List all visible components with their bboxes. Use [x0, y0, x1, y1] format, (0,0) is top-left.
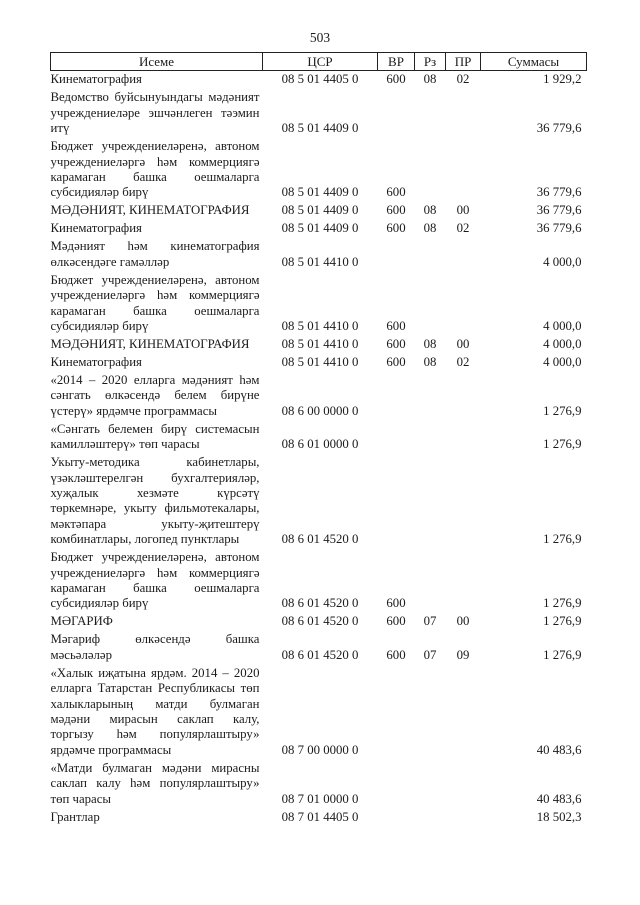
pr-code [446, 454, 481, 549]
rz-code [415, 238, 446, 271]
row-name-line: «Халык иҗатына ярдәм. 2014 – 2020 [50, 665, 260, 680]
row-name-line: Бюджет учреждениеләренә, автоном [50, 550, 260, 565]
csr-code: 08 7 01 0000 0 [281, 791, 359, 806]
row-name-line: Кинематография [50, 354, 142, 369]
row-sum: 4 000,0 [543, 336, 582, 351]
csr-code: 08 5 01 4405 0 [281, 72, 359, 87]
row-name-cell [51, 808, 263, 826]
row-name-line: Бюджет учреждениеләренә, автоном [50, 139, 260, 154]
vr-code [378, 372, 415, 421]
row-name-line: субсидияләр бирү [50, 596, 149, 611]
row-sum: 4 000,0 [543, 354, 582, 369]
table-row [51, 71, 587, 90]
pr-code: 00 [456, 336, 470, 351]
row-sum: 36 779,6 [536, 185, 582, 200]
row-name-line: Грантлар [50, 809, 100, 824]
csr-code: 08 5 01 4409 0 [281, 221, 359, 236]
row-name-line: ярдәмче программасы [50, 742, 172, 757]
row-name-cell [51, 202, 263, 220]
csr-code: 08 6 01 0000 0 [281, 437, 359, 452]
rz-code: 08 [423, 336, 437, 351]
rz-code [415, 808, 446, 826]
vr-code: 600 [386, 185, 406, 200]
table-row [51, 372, 587, 421]
csr-code: 08 5 01 4409 0 [281, 203, 359, 218]
row-sum: 40 483,6 [536, 742, 582, 757]
row-name-line: субсидияләр бирү [50, 185, 149, 200]
rz-code [415, 372, 446, 421]
row-name-cell [51, 89, 263, 138]
pr-code: 00 [456, 203, 470, 218]
row-name-line: үстерү» ярдәмче программасы [50, 403, 218, 418]
vr-code [378, 760, 415, 809]
row-name-cell [51, 665, 263, 760]
rz-code [415, 454, 446, 549]
rz-code [415, 138, 446, 202]
rz-code [415, 549, 446, 613]
vr-code [378, 454, 415, 549]
table-row [51, 808, 587, 826]
pr-code [446, 271, 481, 335]
vr-code: 600 [386, 221, 406, 236]
row-sum: 4 000,0 [543, 318, 582, 333]
vr-code: 600 [386, 614, 406, 629]
row-name-line: Мәгариф өлкәсендә башка [50, 632, 260, 647]
table-row [51, 202, 587, 220]
pr-code: 02 [456, 354, 470, 369]
row-name-line: карамаган башка оешмаларга [50, 581, 260, 596]
vr-code: 600 [386, 318, 406, 333]
row-name-line: «Матди булмаган мәдәни мирасны [50, 760, 260, 775]
row-name-cell [51, 271, 263, 335]
csr-code: 08 7 01 4405 0 [281, 809, 359, 824]
rz-code: 08 [423, 203, 437, 218]
table-row [51, 420, 587, 453]
csr-code: 08 6 01 4520 0 [281, 614, 359, 629]
table-row [51, 354, 587, 372]
row-name-line: торгызу һәм популярлаштыру» [50, 727, 260, 742]
csr-code: 08 5 01 4409 0 [281, 121, 359, 136]
table-row [51, 760, 587, 809]
row-name-cell [51, 372, 263, 421]
pr-code [446, 760, 481, 809]
rz-code [415, 271, 446, 335]
row-name-line: учреждениеләргә һәм коммерциягә [50, 154, 260, 169]
row-name-line: хуҗалык хезмәте күрсәтү [50, 485, 260, 500]
header-sum: Суммасы [481, 53, 587, 71]
row-sum: 1 276,9 [543, 614, 582, 629]
row-name-line: комбинатлары, логопед пунктлары [50, 532, 240, 547]
pr-code [446, 420, 481, 453]
vr-code [378, 238, 415, 271]
row-name-line: карамаган башка оешмаларга [50, 303, 260, 318]
rz-code [415, 760, 446, 809]
rz-code: 07 [423, 614, 437, 629]
rz-code: 08 [423, 72, 437, 87]
table-row [51, 336, 587, 354]
vr-code: 600 [386, 647, 406, 662]
table-row [51, 238, 587, 271]
row-name-cell [51, 760, 263, 809]
table-row [51, 613, 587, 631]
row-name-line: учреждениеләргә һәм коммерциягә [50, 565, 260, 580]
csr-code: 08 6 01 4520 0 [281, 647, 359, 662]
vr-code: 600 [386, 354, 406, 369]
row-name-line: төп чарасы [50, 791, 112, 806]
row-name-line: өлкәсендәге гамәлләр [50, 254, 170, 269]
row-name-line: мәсьәләләр [50, 647, 113, 662]
rz-code: 08 [423, 221, 437, 236]
csr-code: 08 6 01 4520 0 [281, 532, 359, 547]
pr-code [446, 808, 481, 826]
row-name-line: елларга Татарстан Республикасы төп [50, 681, 260, 696]
row-name-line: МӘДӘНИЯТ, КИНЕМАТОГРАФИЯ [50, 203, 250, 218]
table-row [51, 271, 587, 335]
row-name-line: Ведомство буйсынуындагы мәдәният [50, 90, 260, 105]
header-name: Исеме [51, 53, 263, 71]
row-sum: 1 276,9 [543, 647, 582, 662]
vr-code: 600 [386, 596, 406, 611]
row-name-line: карамаган башка оешмаларга [50, 169, 260, 184]
row-name-line: субсидияләр бирү [50, 318, 149, 333]
vr-code: 600 [386, 203, 406, 218]
pr-code: 00 [456, 614, 470, 629]
csr-code: 08 5 01 4410 0 [281, 254, 359, 269]
pr-code [446, 89, 481, 138]
row-name-line: саклап калу һәм популярлаштыру» [50, 776, 260, 791]
row-name-line: «2014 – 2020 елларга мәдәният һәм [50, 372, 260, 387]
header-rz: Рз [415, 53, 446, 71]
pr-code: 09 [456, 647, 470, 662]
row-sum: 1 929,2 [543, 72, 582, 87]
row-name-cell [51, 420, 263, 453]
vr-code: 600 [386, 336, 406, 351]
table-row [51, 454, 587, 549]
row-sum: 36 779,6 [536, 203, 582, 218]
row-name-cell [51, 220, 263, 238]
table-body [51, 71, 587, 827]
row-name-line: Кинематография [50, 221, 142, 236]
row-name-line: учреждениеләре эшчәнлеген тәэмин [50, 105, 260, 120]
row-name-cell [51, 71, 263, 90]
row-name-line: Мәдәният һәм кинематография [50, 239, 260, 254]
row-name-cell [51, 138, 263, 202]
pr-code [446, 372, 481, 421]
row-name-line: халыкларының матди булмаган [50, 696, 260, 711]
row-name-cell [51, 354, 263, 372]
table-row [51, 631, 587, 664]
pr-code: 02 [456, 72, 470, 87]
rz-code: 07 [423, 647, 437, 662]
row-name-cell [51, 631, 263, 664]
row-name-line: Укыту-методика кабинетлары, [50, 455, 260, 470]
row-sum: 1 276,9 [543, 596, 582, 611]
row-name-cell [51, 336, 263, 354]
row-sum: 36 779,6 [536, 221, 582, 236]
header-pr: ПР [446, 53, 481, 71]
row-name-cell [51, 238, 263, 271]
table-row [51, 549, 587, 613]
table-row [51, 220, 587, 238]
budget-table [50, 52, 587, 826]
pr-code [446, 238, 481, 271]
rz-code [415, 665, 446, 760]
csr-code: 08 5 01 4410 0 [281, 336, 359, 351]
row-name-line: учреждениеләргә һәм коммерциягә [50, 288, 260, 303]
row-name-line: итү [50, 121, 70, 136]
table-row [51, 89, 587, 138]
csr-code: 08 5 01 4409 0 [281, 185, 359, 200]
row-sum: 40 483,6 [536, 791, 582, 806]
row-name-line: Бюджет учреждениеләренә, автоном [50, 272, 260, 287]
row-name-line: үзәкләштерелгән бухгалтерияләр, [50, 470, 260, 485]
csr-code: 08 6 01 4520 0 [281, 596, 359, 611]
header-row [51, 53, 587, 71]
row-name-cell [51, 549, 263, 613]
table-row [51, 665, 587, 760]
csr-code: 08 7 00 0000 0 [281, 742, 359, 757]
pr-code: 02 [456, 221, 470, 236]
row-name-line: Кинематография [50, 72, 142, 87]
row-sum: 1 276,9 [543, 532, 582, 547]
row-name-line: «Сәнгать белемен бирү системасын [50, 421, 260, 436]
vr-code: 600 [386, 72, 406, 87]
rz-code [415, 420, 446, 453]
vr-code [378, 808, 415, 826]
row-sum: 4 000,0 [543, 254, 582, 269]
row-sum: 1 276,9 [543, 403, 582, 418]
row-name-line: мәдәни мирасын саклап калу, [50, 712, 260, 727]
row-sum: 18 502,3 [536, 809, 582, 824]
row-name-line: мәктәпара укыту-җитештерү [50, 516, 260, 531]
vr-code [378, 89, 415, 138]
pr-code [446, 549, 481, 613]
pr-code [446, 138, 481, 202]
row-name-cell [51, 613, 263, 631]
row-name-line: МӘДӘНИЯТ, КИНЕМАТОГРАФИЯ [50, 336, 250, 351]
csr-code: 08 6 00 0000 0 [281, 403, 359, 418]
row-sum: 36 779,6 [536, 121, 582, 136]
pr-code [446, 665, 481, 760]
header-csr: ЦСР [263, 53, 378, 71]
vr-code [378, 420, 415, 453]
page-number: 503 [309, 30, 331, 45]
table-row [51, 138, 587, 202]
rz-code: 08 [423, 354, 437, 369]
row-sum: 1 276,9 [543, 437, 582, 452]
row-name-line: камилләштерү» төп чарасы [50, 437, 200, 452]
rz-code [415, 89, 446, 138]
row-name-cell [51, 454, 263, 549]
table-header [51, 53, 587, 71]
row-name-line: МӘГАРИФ [50, 614, 113, 629]
csr-code: 08 5 01 4410 0 [281, 354, 359, 369]
vr-code [378, 665, 415, 760]
header-vr: ВР [378, 53, 415, 71]
row-name-line: сәнгать өлкәсендә белем бирүне [50, 388, 260, 403]
row-name-line: төркемнәре, укыту фильмотекалары, [50, 501, 260, 516]
csr-code: 08 5 01 4410 0 [281, 318, 359, 333]
